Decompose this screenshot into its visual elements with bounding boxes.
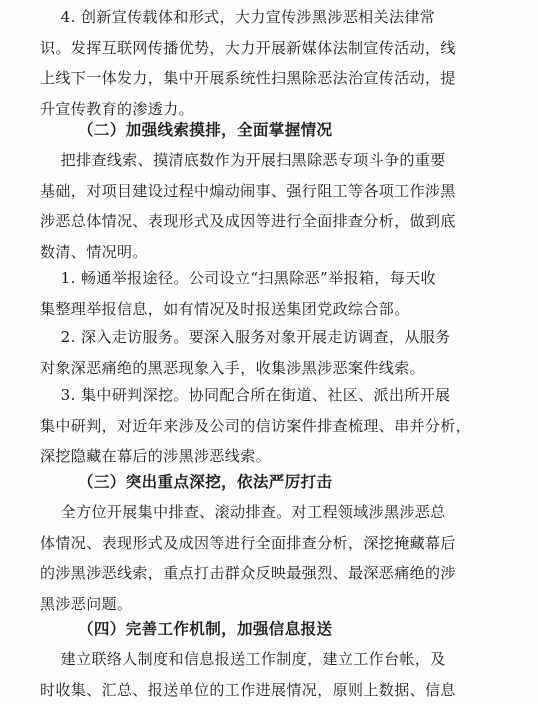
text-line: 基础，对项目建设过程中煽动闹事、强行阻工等各项工作涉黑: [40, 176, 502, 207]
text-line: 时收集、汇总、报送单位的工作进展情况，原则上数据、信息: [40, 675, 502, 705]
text-line: 对象深恶痛绝的黑恶现象入手，收集涉黑涉恶案件线索。: [40, 353, 502, 384]
text-line: 2. 深入走访服务。要深入服务对象开展走访调查，从服务: [40, 322, 502, 353]
text-line: 识。发挥互联网传播优势，大力开展新媒体法制宣传活动，线: [40, 33, 502, 64]
paragraph-concentrated-analysis: [40, 380, 502, 472]
text-line: 黑涉恶问题。: [40, 589, 502, 620]
paragraph-reporting-channels: [40, 263, 502, 324]
paragraph-publicity-carriers: [40, 2, 502, 124]
text-line: 集中研判，对近年来涉及公司的信访案件排查梳理、串并分析，: [40, 411, 502, 442]
section-heading-2: （二）加强线索摸排，全面掌握情况: [78, 115, 332, 145]
text-line: 数清、情况明。: [40, 237, 502, 268]
text-line: 4. 创新宣传载体和形式，大力宣传涉黑涉恶相关法律常: [40, 2, 502, 33]
section-heading-4: （四）完善工作机制，加强信息报送: [78, 614, 332, 644]
text-line: 集整理举报信息，如有情况及时报送集团党政综合部。: [40, 294, 502, 325]
text-line: 把排查线索、摸清底数作为开展扫黑除恶专项斗争的重要: [40, 145, 502, 176]
paragraph-visiting-service: [40, 322, 502, 383]
text-line: 升宣传教育的渗透力。: [40, 94, 502, 125]
text-line: 1. 畅通举报途径。公司设立“扫黑除恶”举报箱，每天收: [40, 263, 502, 294]
text-line: 涉恶总体情况、表现形式及成因等进行全面排查分析，做到底: [40, 206, 502, 237]
text-line: 全方位开展集中排查、滚动排查。对工程领域涉黑涉恶总: [40, 497, 502, 528]
text-line: 的涉黑涉恶线索，重点打击群众反映最强烈、最深恶痛绝的涉: [40, 558, 502, 589]
paragraph-liaison-system: [40, 644, 502, 705]
text-line: 建立联络人制度和信息报送工作制度，建立工作台帐，及: [40, 644, 502, 675]
text-line: 3. 集中研判深挖。协同配合所在街道、社区、派出所开展: [40, 380, 502, 411]
section-heading-3: （三）突出重点深挖，依法严厉打击: [78, 467, 332, 497]
paragraph-comprehensive-screening: [40, 497, 502, 619]
paragraph-clue-investigation: [40, 145, 502, 267]
text-line: 体情况、表现形式及成因等进行全面排查分析，深挖掩藏幕后: [40, 528, 502, 559]
text-line: 深挖隐藏在幕后的涉黑涉恶线索。: [40, 441, 502, 472]
text-line: 上线下一体发力，集中开展系统性扫黑除恶法治宣传活动，提: [40, 63, 502, 94]
